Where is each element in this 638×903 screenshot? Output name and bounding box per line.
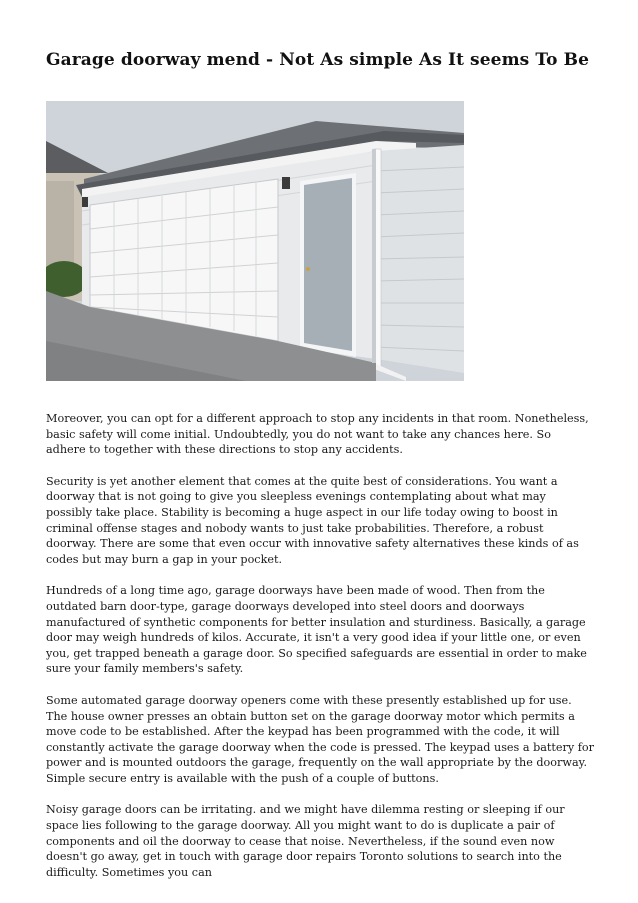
garage-photo — [46, 101, 464, 381]
article-body — [46, 411, 594, 896]
page-title: Garage doorway mend - Not As simple As It seems To Be — [46, 50, 589, 70]
garage-illustration — [46, 101, 464, 381]
paragraph-1: Moreover, you can opt for a different approach to stop any incidents in that room. Nonetheless, basic safety will come initial. Undoubtedly, you do not want to take any chances here. So adhere to together with these directions to stop any accidents. — [46, 412, 589, 457]
paragraph-4: Some automated garage doorway openers come with these presently established up for use. The house owner presses an obtain button set on the garage doorway motor which permits a move code to be established. After the keypad has been programmed with the code, it will constantly activate the garage doorway when the code is pressed. The keypad uses a battery for power and is mounted outdoors the garage, frequently on the wall appropriate by the doorway. Simple secure entry is available with the push of a couple of buttons. — [46, 693, 594, 785]
paragraph-5: Noisy garage doors can be irritating. and we might have dilemma resting or sleeping if our space lies following to the garage doorway. All you might want to do is duplicate a pair of components and oil the doorway to cease that noise. Nevertheless, if the sound even now doesn't go away, get in touch with garage door repairs Toronto solutions to search into the difficulty. Sometimes you can — [46, 803, 565, 879]
paragraph-2: Security is yet another element that comes at the quite best of considerations. You want a doorway that is not going to give you sleepless evenings contemplating about what may possibly take place. Stability is becoming a huge aspect in our life today owing to boost in criminal offense stages and nobody wants to just take probabilities. Therefore, a robust doorway. There are some that even occur with innovative safety alternatives these kinds of as codes but may burn a gap in your pocket. — [46, 474, 579, 566]
paragraph-3: Hundreds of a long time ago, garage doorways have been made of wood. Then from the outdated barn door-type, garage doorways developed into steel doors and doorways manufactured of synthetic components for better insulation and sturdiness. Basically, a garage door may weigh hundreds of kilos. Accurate, it isn't a very good idea if your little one, or even you, get trapped beneath a garage door. So specified safeguards are essential in order to make sure your family members's safety. — [46, 584, 587, 676]
